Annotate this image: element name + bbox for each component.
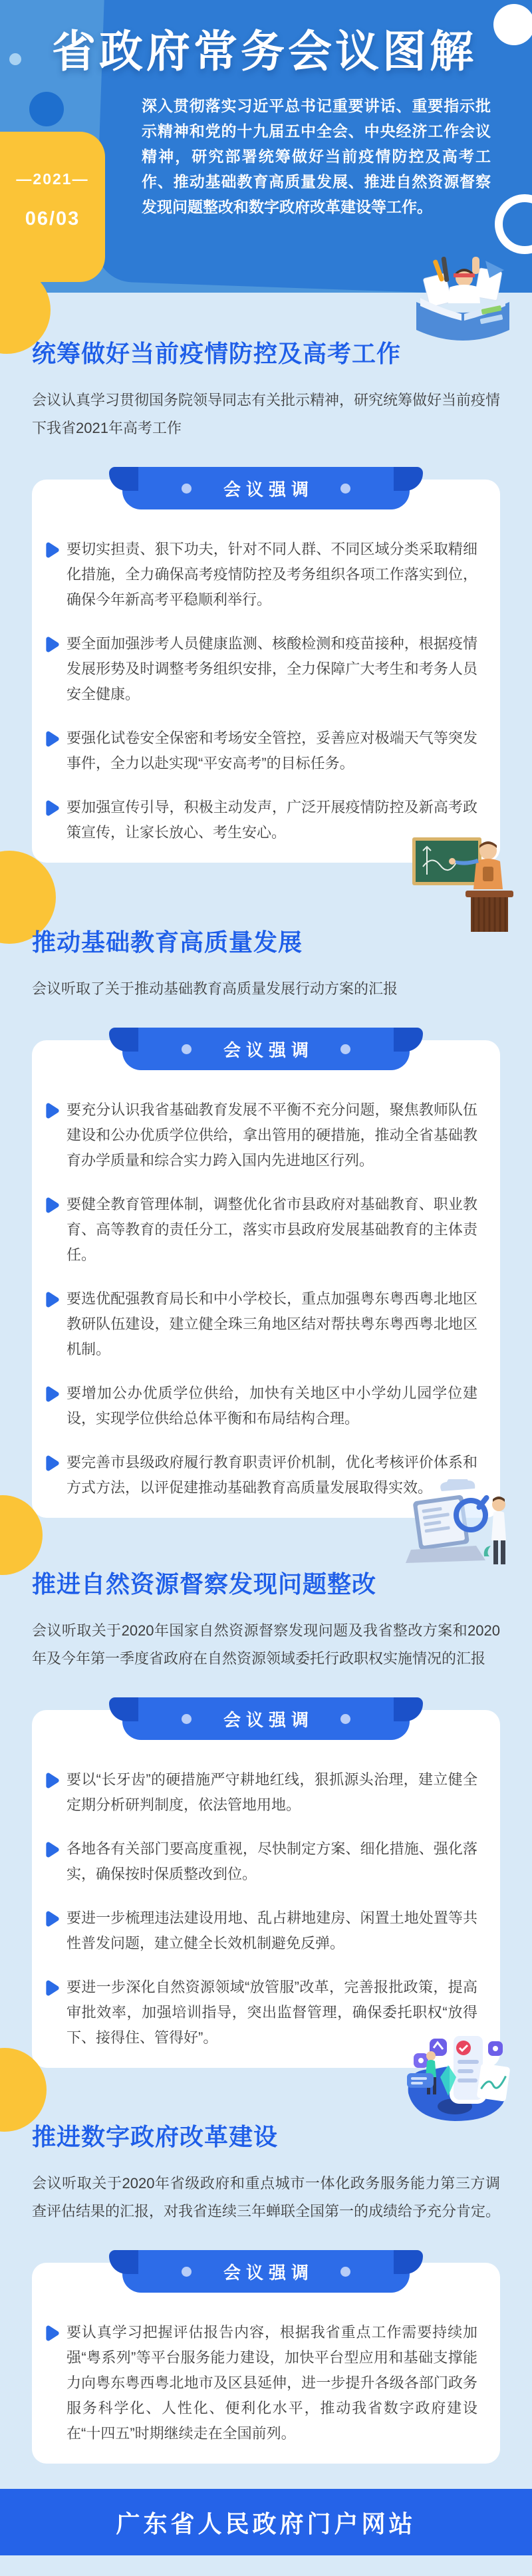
meeting-point xyxy=(45,1836,477,1887)
meeting-point xyxy=(45,631,477,707)
arrow-bullet-icon xyxy=(45,1291,60,1308)
meeting-point-text: 要加强宣传引导，积极主动发声，广泛开展疫情防控及新高考政策宣传，让家长放心、考生安心。 xyxy=(66,799,477,841)
meeting-point-text: 要增加公办优质学位供给，加快有关地区中小学幼儿园学位建设，实现学位供给总体平衡和布局结构合理。 xyxy=(66,1385,477,1427)
section-title: 统筹做好当前疫情防控及高考工作 xyxy=(32,340,402,367)
digital-government-phone-illustration xyxy=(388,2021,515,2128)
exam-student-open-book-illustration xyxy=(411,255,515,350)
meeting-point xyxy=(45,1097,477,1173)
ribbon-label: 会议强调 xyxy=(223,479,314,500)
meeting-point-text: 要充分认识我省基础教育发展不平衡不充分问题，聚焦教师队伍建设和公办优质学位供给，拿出管用的硬措施，推动全省基础教育办学质量和综合实力跨入国内先进地区行列。 xyxy=(66,1101,477,1169)
arrow-bullet-icon xyxy=(45,636,60,653)
meeting-point-text: 各地各有关部门要高度重视，尽快制定方案、细化措施、强化落实，确保按时保质整改到位。 xyxy=(66,1840,477,1882)
meeting-point-text: 要进一步梳理违法建设用地、乱占耕地建房、闲置土地处置等共性普发问题，建立健全长效机制避免反弹。 xyxy=(66,1910,477,1951)
arrow-bullet-icon xyxy=(45,1979,60,1997)
section-lead: 会议听取关于2020年省级政府和重点城市一体化政务服务能力第三方调查评估结果的汇报，对我省连续三年蝉联全国第一的成绩给予充分肯定。 xyxy=(32,2175,501,2219)
section-epidemic-gaokao xyxy=(0,293,532,863)
ribbon-dot-icon xyxy=(182,1714,192,1724)
arrow-bullet-icon xyxy=(45,1910,60,1928)
ribbon-dot-icon xyxy=(340,2267,350,2277)
meeting-point-text: 要进一步深化自然资源领域“放管服”改革，完善报批政策，提高审批效率，加强培训指导，突出监督管理，确保委托职权“放得下、接得住、管得好”。 xyxy=(66,1979,477,2046)
section-lead: 会议听取关于2020年国家自然资源督察发现问题及我省整改方案和2020年及今年第一季度省政府在自然资源领域委托行政职权实施情况的汇报 xyxy=(32,1622,500,1667)
ribbon-dot-icon xyxy=(182,2267,192,2277)
arrow-bullet-icon xyxy=(45,1841,60,1858)
points-list xyxy=(45,1097,477,1501)
meeting-point-text: 要完善市县级政府履行教育职责评价机制，优化考核评价体系和方式方法，以评促建推动基础教育高质量发展取得实效。 xyxy=(66,1454,477,1496)
points-list xyxy=(45,1767,477,2051)
meeting-point-text: 要以“长牙齿”的硬措施严守耕地红线，狠抓源头治理，建立健全定期分析研判制度，依法管地用地。 xyxy=(66,1771,477,1813)
meeting-points-card xyxy=(32,480,500,863)
meeting-emphasis-ribbon xyxy=(122,1697,410,1740)
meeting-point-text: 要认真学习把握评估报告内容，根据我省重点工作需要持续加强“粤系列”等平台服务能力建设，加快平台型应用和基础支撑能力向粤东粤西粤北地市及区县延伸，进一步提升各级各部门政务服务科学化、人性化、便利化水平，推动我省数字政府建设在“十四五”时期继续走在全国前列。 xyxy=(66,2324,477,2442)
arrow-bullet-icon xyxy=(45,1197,60,1214)
arrow-bullet-icon xyxy=(45,799,60,817)
ribbon-dot-icon xyxy=(340,1044,350,1054)
arrow-bullet-icon xyxy=(45,2325,60,2342)
meeting-point xyxy=(45,1286,477,1362)
arrow-bullet-icon xyxy=(45,1772,60,1789)
section-natural-resources xyxy=(0,1518,532,2068)
ribbon-dot-icon xyxy=(182,484,192,494)
teacher-blackboard-illustration xyxy=(410,832,515,933)
meeting-point xyxy=(45,1767,477,1818)
header xyxy=(0,0,532,293)
footer-site-name: 广东省人民政府门户网站 xyxy=(116,2509,416,2537)
sections-container xyxy=(0,293,532,2464)
arrow-bullet-icon xyxy=(45,541,60,559)
arrow-bullet-icon xyxy=(45,1385,60,1403)
meeting-emphasis-ribbon xyxy=(122,2250,410,2293)
points-list xyxy=(45,537,477,845)
header-intro: 深入贯彻落实习近平总书记重要讲话、重要指示批示精神和党的十九届五中全会、中央经济工作会议精神，研究部署统筹做好当前疫情防控及高考工作、推动基础教育高质量发展、推进自然资源督察发现问题整改和数字政府改革建设等工作。 xyxy=(142,97,491,215)
meeting-point xyxy=(45,726,477,776)
meeting-point xyxy=(45,537,477,613)
ribbon-dot-icon xyxy=(340,1714,350,1724)
date-badge xyxy=(0,132,105,282)
meeting-point xyxy=(45,1906,477,1956)
meeting-points-card xyxy=(32,2263,500,2464)
points-list xyxy=(45,2320,477,2446)
ribbon-label: 会议强调 xyxy=(223,1040,314,1060)
meeting-point xyxy=(45,1192,477,1268)
meeting-points-card xyxy=(32,1040,500,1518)
ribbon-label: 会议强调 xyxy=(223,1709,314,1730)
meeting-emphasis-ribbon xyxy=(122,467,410,509)
ribbon-label: 会议强调 xyxy=(223,2262,314,2283)
meeting-point xyxy=(45,1381,477,1431)
ribbon-dot-icon xyxy=(182,1044,192,1054)
date-year: —2021— xyxy=(16,170,89,188)
inspection-laptop-magnifier-illustration xyxy=(402,1479,515,1572)
meeting-emphasis-ribbon xyxy=(122,1028,410,1070)
arrow-bullet-icon xyxy=(45,1102,60,1119)
meeting-point-text: 要全面加强涉考人员健康监测、核酸检测和疫苗接种，根据疫情发展形势及时调整考务组织安排，全力保障广大考生和考务人员安全健康。 xyxy=(66,635,477,702)
section-lead: 会议听取了关于推动基础教育高质量发展行动方案的汇报 xyxy=(32,980,398,997)
section-title: 推进自然资源督察发现问题整改 xyxy=(32,1570,377,1598)
section-digital-government xyxy=(0,2068,532,2464)
meeting-point-text: 要选优配强教育局长和中小学校长，重点加强粤东粤西粤北地区教研队伍建设，建立健全珠三角地区结对帮扶粤东粤西粤北地区机制。 xyxy=(66,1290,477,1358)
page-title: 省政府常务会议图解 xyxy=(52,27,477,76)
meeting-point-text: 要强化试卷安全保密和考场安全管控，妥善应对极端天气等突发事件，全力以赴实现“平安高考”的目标任务。 xyxy=(66,730,477,772)
footer xyxy=(0,2489,532,2555)
meeting-point xyxy=(45,2320,477,2446)
section-heading xyxy=(0,2068,532,2152)
section-heading xyxy=(0,1518,532,1600)
ribbon-dot-icon xyxy=(340,484,350,494)
meeting-point-text: 要切实担责、狠下功夫，针对不同人群、不同区域分类采取精细化措施，全力确保高考疫情防控及考务组织各项工作落实到位，确保今年新高考平稳顺利举行。 xyxy=(66,541,477,608)
section-lead: 会议认真学习贯彻国务院领导同志有关批示精神，研究统筹做好当前疫情下我省2021年高考工作 xyxy=(32,392,501,436)
meeting-points-card xyxy=(32,1710,500,2068)
section-basic-education xyxy=(0,863,532,1518)
section-title: 推动基础教育高质量发展 xyxy=(32,929,303,956)
arrow-bullet-icon xyxy=(45,730,60,748)
date-day: 06/03 xyxy=(25,208,80,229)
meeting-point-text: 要健全教育管理体制，调整优化省市县政府对基础教育、职业教育、高等教育的责任分工，落实市县政府发展基础教育的主体责任。 xyxy=(66,1196,477,1263)
section-heading xyxy=(0,863,532,958)
section-heading xyxy=(0,293,532,369)
decorative-circle-icon xyxy=(29,92,64,126)
arrow-bullet-icon xyxy=(45,1455,60,1472)
section-title: 推进数字政府改革建设 xyxy=(32,2123,279,2150)
